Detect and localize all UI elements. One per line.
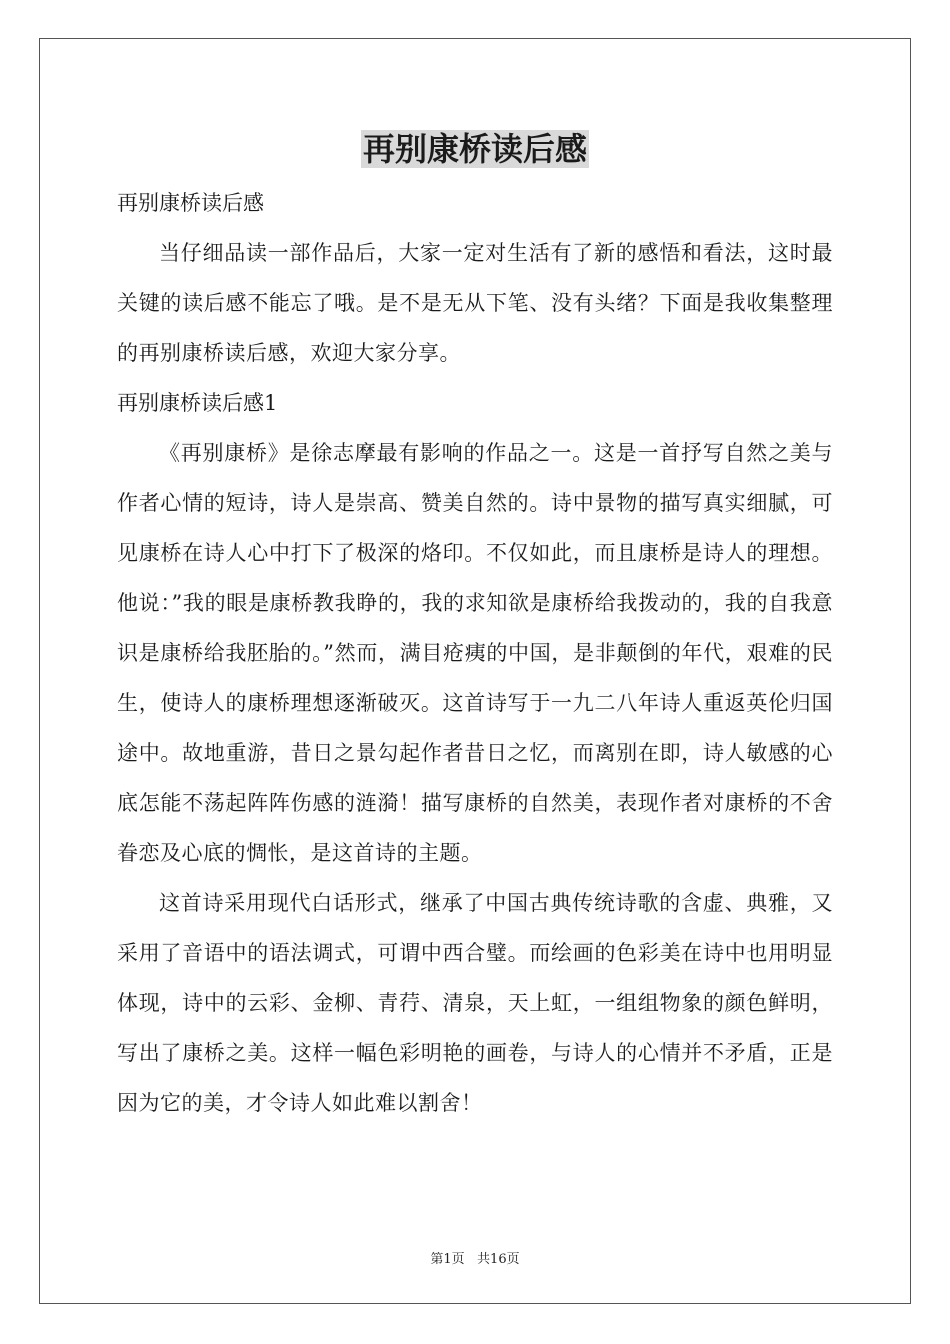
body-paragraph-2: 这首诗采用现代白话形式，继承了中国古典传统诗歌的含虚、典雅，又采用了音语中的语法调式，可谓中西合璧。而绘画的色彩美在诗中也用明显体现，诗中的云彩、金柳、青荇、清泉，天上虹，一组组物象的颜色鲜明，写出了康桥之美。这样一幅色彩明艳的画卷，与诗人的心情并不矛盾，正是因为它的美，才令诗人如此难以割舍！ bbox=[117, 891, 833, 1115]
document-body bbox=[117, 178, 833, 1128]
document-title-block bbox=[0, 130, 950, 168]
page-footer: 第1页 共16页 bbox=[430, 1252, 520, 1267]
intro-paragraph: 当仔细品读一部作品后，大家一定对生活有了新的感悟和看法，这时最关键的读后感不能忘了哦。是不是无从下笔、没有头绪？下面是我收集整理的再别康桥读后感，欢迎大家分享。 bbox=[117, 241, 833, 365]
section-heading: 再别康桥读后感1 bbox=[117, 391, 278, 415]
document-title: 再别康桥读后感 bbox=[362, 130, 587, 168]
document-subtitle: 再别康桥读后感 bbox=[117, 191, 264, 215]
body-paragraph-1: 《再别康桥》是徐志摩最有影响的作品之一。这是一首抒写自然之美与作者心情的短诗，诗人是崇高、赞美自然的。诗中景物的描写真实细腻，可见康桥在诗人心中打下了极深的烙印。不仅如此，而且康桥是诗人的理想。他说：”我的眼是康桥教我睁的，我的求知欲是康桥给我拨动的，我的自我意识是康桥给我胚胎的。”然而，满目疮痍的中国，是非颠倒的年代，艰难的民生，使诗人的康桥理想逐渐破灭。这首诗写于一九二八年诗人重返英伦归国途中。故地重游，昔日之景勾起作者昔日之忆，而离别在即，诗人敏感的心底怎能不荡起阵阵伤感的涟漪！描写康桥的自然美，表现作者对康桥的不舍眷恋及心底的惆怅，是这首诗的主题。 bbox=[117, 441, 833, 865]
